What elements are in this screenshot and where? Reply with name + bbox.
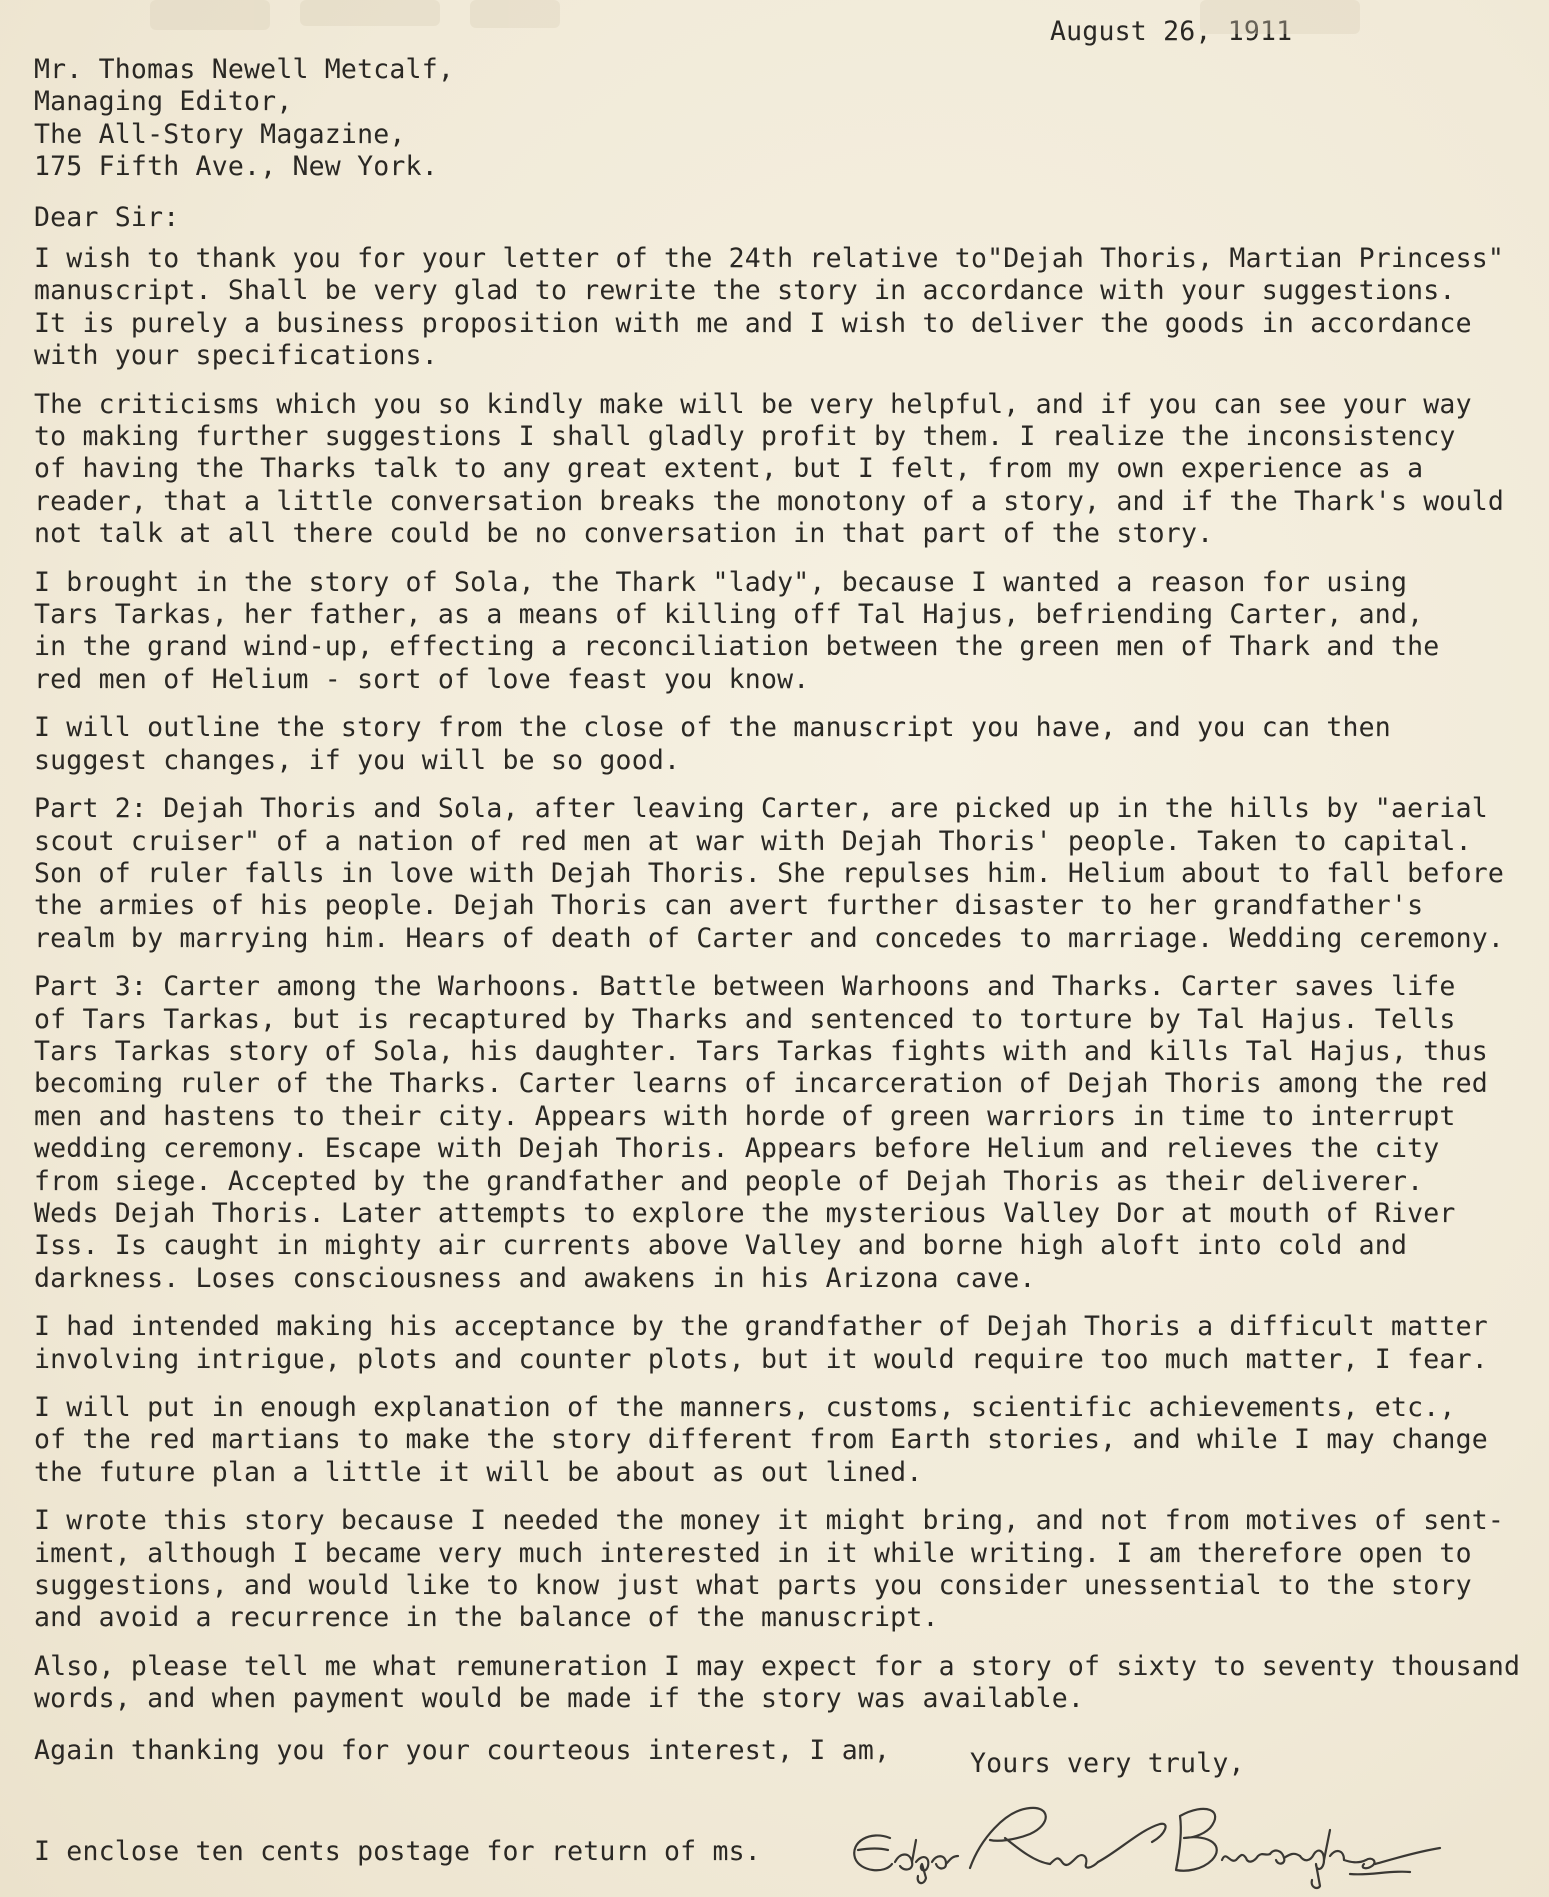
body-paragraph — [34, 243, 1534, 373]
signature-drawing — [830, 1790, 1470, 1890]
body-line: not talk at all there could be no conversation in that part of the story. — [34, 518, 1214, 550]
body-line: iment, although I became very much interested in it while writing. I am therefore open to — [34, 1537, 1472, 1569]
body-paragraph — [34, 971, 1534, 1295]
body-line: It is purely a business proposition with me and I wish to deliver the goods in accordance — [34, 307, 1472, 339]
body-line: I wish to thank you for your letter of the 24th relative to"Dejah Thoris, Martian Princess" — [34, 243, 1505, 274]
body-line: I wrote this story because I needed the money it might bring, and not from motives of sent- — [34, 1505, 1505, 1537]
body-line: Iss. Is caught in mighty air currents above Valley and borne high aloft into cold and — [34, 1230, 1408, 1262]
body-line: The criticisms which you so kindly make will be very helpful, and if you can see your way — [34, 388, 1472, 420]
closing-line: Again thanking you for your courteous interest, I am, — [34, 1735, 891, 1766]
body-line: Part 3: Carter among the Warhoons. Battle between Warhoons and Tharks. Carter saves life — [34, 971, 1456, 1003]
body-paragraph — [34, 1505, 1534, 1635]
body-line: words, and when payment would be made if the story was available. — [34, 1683, 1085, 1715]
body-line: and avoid a recurrence in the balance of the manuscript. — [34, 1602, 939, 1634]
body-line: with your specifications. — [34, 340, 438, 372]
body-line: darkness. Loses consciousness and awakens in his Arizona cave. — [34, 1262, 1036, 1294]
body-paragraph — [34, 793, 1534, 955]
body-line: Tars Tarkas story of Sola, his daughter. Tars Tarkas fights with and kills Tal Hajus, thus — [34, 1035, 1488, 1067]
body-line: involving intrigue, plots and counter plots, but it would require too much matter, I fear. — [34, 1343, 1488, 1375]
body-line: scout cruiser" of a nation of red men at war with Dejah Thoris' people. Taken to capital. — [34, 825, 1472, 857]
postscript: I enclose ten cents postage for return of ms. — [34, 1836, 761, 1867]
body-line: Tars Tarkas, her father, as a means of killing off Tal Hajus, befriending Carter, and, — [34, 599, 1424, 631]
body-line: reader, that a little conversation breaks the monotony of a story, and if the Thark's would — [34, 485, 1505, 517]
body-line: I brought in the story of Sola, the Thark "lady", because I wanted a reason for using — [34, 566, 1408, 598]
body-line: becoming ruler of the Tharks. Carter learns of incarceration of Dejah Thoris among the red — [34, 1068, 1488, 1100]
salutation: Dear Sir: — [34, 202, 180, 233]
body-line: to making further suggestions I shall gladly profit by them. I realize the inconsistency — [34, 421, 1456, 453]
body-line: red men of Helium - sort of love feast you know. — [34, 663, 810, 695]
letter-date: August 26, 1911 — [1050, 16, 1293, 47]
body-line: I will put in enough explanation of the manners, customs, scientific achievements, etc., — [34, 1392, 1456, 1423]
body-line: suggestions, and would like to know just what parts you consider unessential to the story — [34, 1570, 1472, 1602]
body-line: wedding ceremony. Escape with Dejah Thoris. Appears before Helium and relieves the city — [34, 1133, 1440, 1165]
address-line: The All-Story Magazine, — [34, 118, 406, 150]
body-line: I will outline the story from the close of the manuscript you have, and you can then — [34, 712, 1391, 744]
recipient-address — [34, 54, 454, 184]
address-line: 175 Fifth Ave., New York. — [34, 151, 438, 183]
body-line: manuscript. Shall be very glad to rewrite the story in accordance with your suggestions. — [34, 275, 1456, 307]
body-paragraph — [34, 567, 1534, 697]
body-line: men and hastens to their city. Appears with horde of green warriors in time to interrupt — [34, 1100, 1456, 1132]
body-line: of Tars Tarkas, but is recaptured by Tharks and sentenced to torture by Tal Hajus. Tells — [34, 1003, 1456, 1035]
body-line: the future plan a little it will be about as out lined. — [34, 1456, 923, 1488]
body-line: Weds Dejah Thoris. Later attempts to explore the mysterious Valley Dor at mouth of River — [34, 1197, 1456, 1229]
body-line: realm by marrying him. Hears of death of Carter and concedes to marriage. Wedding ceremony. — [34, 922, 1505, 954]
body-line: from siege. Accepted by the grandfather and people of Dejah Thoris as their deliverer. — [34, 1165, 1424, 1197]
address-line: Mr. Thomas Newell Metcalf, — [34, 54, 455, 85]
body-paragraph — [34, 712, 1534, 777]
body-line: suggest changes, if you will be so good. — [34, 744, 681, 776]
body-line: of having the Tharks talk to any great extent, but I felt, from my own experience as a — [34, 453, 1424, 485]
body-line: in the grand wind-up, effecting a reconciliation between the green men of Thark and the — [34, 631, 1440, 663]
body-paragraph — [34, 389, 1534, 551]
body-line: the armies of his people. Dejah Thoris can avert further disaster to her grandfather's — [34, 890, 1424, 922]
body-line: Also, please tell me what remuneration I may expect for a story of sixty to seventy thousand — [34, 1650, 1521, 1682]
letter-body — [34, 243, 1534, 1732]
body-line: Son of ruler falls in love with Dejah Thoris. She repulses him. Helium about to fall before — [34, 857, 1505, 889]
handwritten-signature — [830, 1790, 1470, 1890]
body-paragraph — [34, 1311, 1534, 1376]
address-line: Managing Editor, — [34, 86, 293, 118]
valediction: Yours very truly, — [970, 1748, 1245, 1779]
body-paragraph — [34, 1651, 1534, 1716]
body-line: I had intended making his acceptance by the grandfather of Dejah Thoris a difficult matter — [34, 1311, 1488, 1343]
body-line: Part 2: Dejah Thoris and Sola, after leaving Carter, are picked up in the hills by "aerial — [34, 793, 1488, 825]
body-paragraph — [34, 1392, 1534, 1489]
body-line: of the red martians to make the story different from Earth stories, and while I may change — [34, 1424, 1488, 1456]
